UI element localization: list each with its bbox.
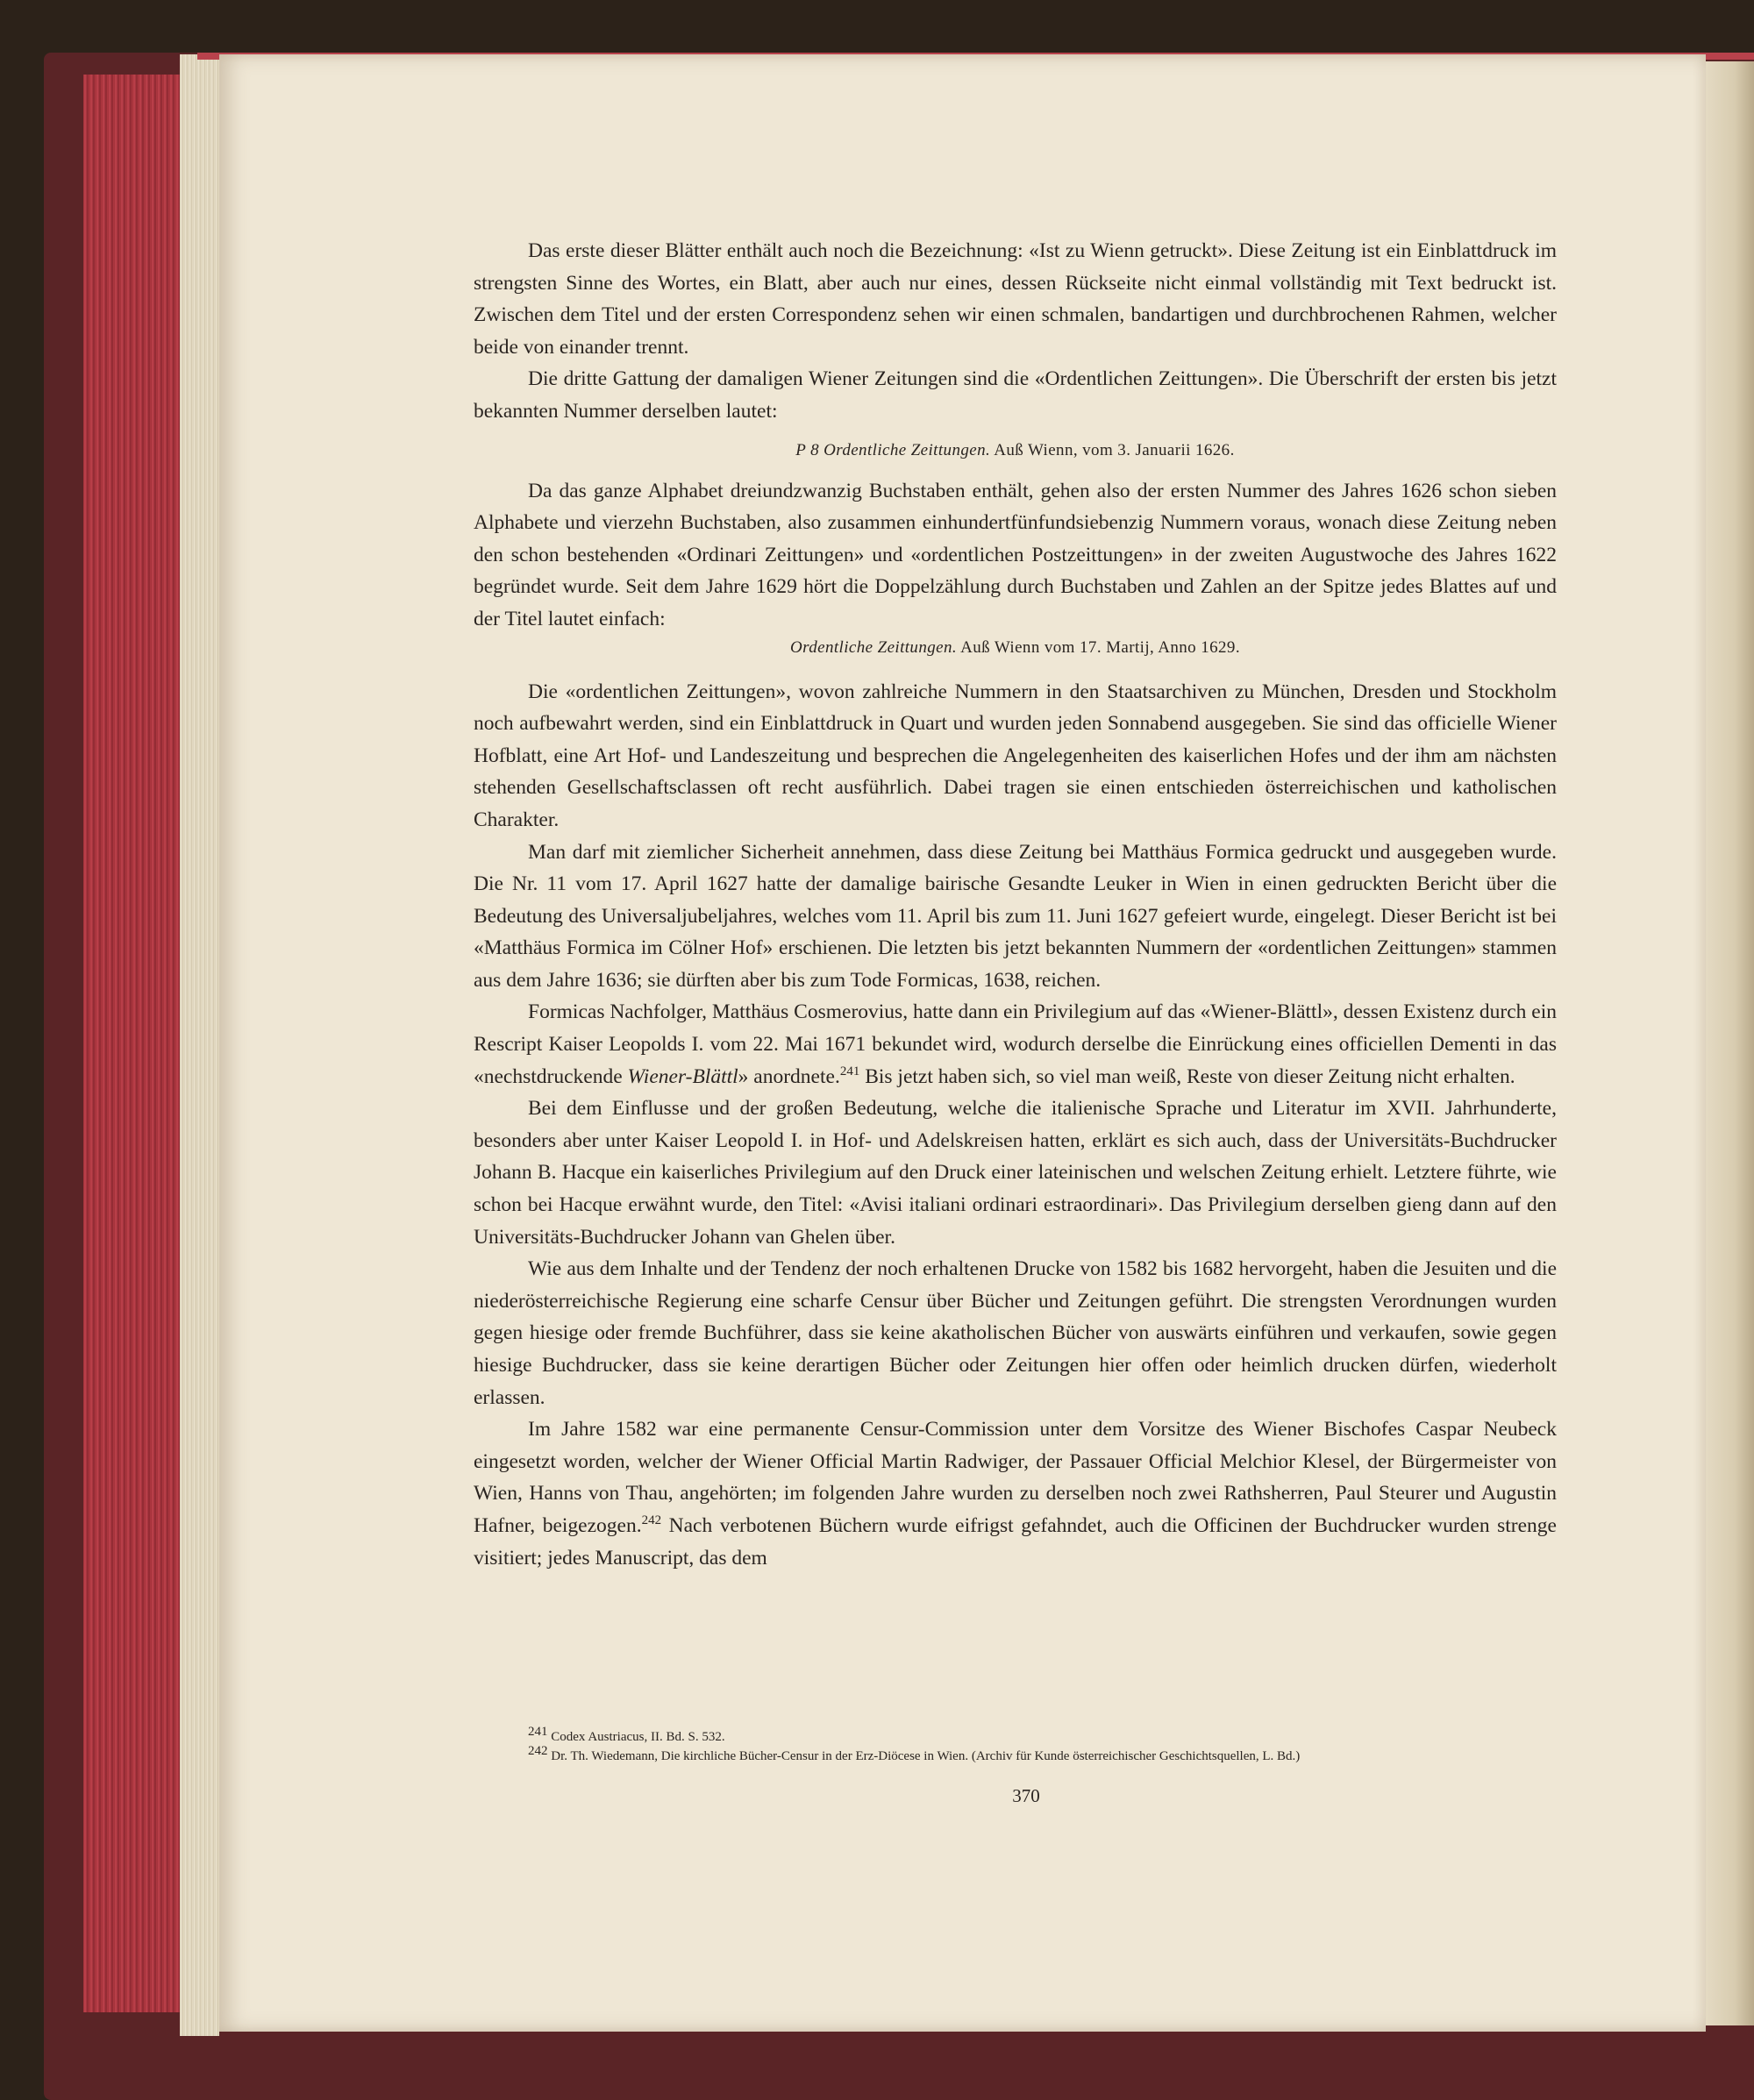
title-quote-2-italic: Ordentliche Zeittungen.	[790, 637, 958, 657]
footnote-num: 241	[528, 1725, 548, 1739]
title-quote-2	[474, 636, 1557, 660]
footnote-ref-242: 242	[641, 1513, 662, 1528]
page-right-edge	[1706, 61, 1754, 2025]
page-body	[474, 235, 1557, 1574]
paragraph-6-italic: Wiener-Blättl	[627, 1064, 738, 1088]
page-leaf-edges	[180, 54, 219, 2036]
footnote-242	[474, 1744, 1557, 1766]
paragraph-9	[474, 1413, 1557, 1574]
paragraph-6-b: » anordnete.	[738, 1064, 840, 1088]
paragraph-8: Wie aus dem Inhalte und der Tendenz der noch erhaltenen Drucke von 1582 bis 1682 hervorgeht, haben die Jesuiten und die niederösterreichische Regierung eine scharfe Censur über Bücher und Zeitungen geführt. Die strengsten Verordnungen wurden gegen hiesige oder fremde Buchführer, dass sie keine akatholischen Bücher von auswärts einführen und verkaufen, sowie gegen hiesige Buchdrucker, dass sie keine derartigen Bücher oder Zeitungen hier offen oder heimlich drucken dürfen, wiederholt erlassen.	[474, 1257, 1557, 1409]
footnotes	[474, 1727, 1557, 1766]
footnote-num: 242	[528, 1744, 548, 1758]
paragraph-4: Die «ordentlichen Zeittungen», wovon zahlreiche Nummern in den Staatsarchiven zu München, Dresden und Stockholm noch aufbewahrt werden, sind ein Einblattdruck in Quart und wurden jeden Sonnabend ausgegeben. Sie sind das officielle Wiener Hofblatt, eine Art Hof- und Landeszeitung und besprechen die Angelegenheiten des kaiserlichen Hofes und der ihm am nächsten stehenden Gesellschaftsclassen oft recht ausführlich. Dabei tragen sie einen entschieden österreichischen und katholischen Charakter.	[474, 680, 1557, 831]
paragraph-6-c: Bis jetzt haben sich, so viel man weiß, Reste von dieser Zeitung nicht erhalten.	[859, 1064, 1515, 1088]
title-quote-2-rest: Auß Wienn vom 17. Martij, Anno 1629.	[960, 637, 1240, 657]
paragraph-6	[474, 996, 1557, 1093]
footnote-text: Dr. Th. Wiedemann, Die kirchliche Bücher-Censur in der Erz-Diöcese in Wien. (Archiv für Kunde österreichischer Geschichtsquellen, L. Bd.)	[551, 1749, 1301, 1763]
paragraph-5: Man darf mit ziemlicher Sicherheit annehmen, dass diese Zeitung bei Matthäus Formica gedruckt und ausgegeben wurde. Die Nr. 11 vom 17. April 1627 hatte der damalige bairische Gesandte Leuker in Wien in einen gedruckten Bericht über die Bedeutung des Universaljubeljahres, welches vom 11. April bis zum 11. Juni 1627 gefeiert wurde, eingelegt. Dieser Bericht ist bei «Matthäus Formica im Cölner Hof» erschienen. Die letzten bis jetzt bekannten Nummern der «ordentlichen Zeittungen» stammen aus dem Jahre 1636; sie dürften aber bis zum Tode Formicas, 1638, reichen.	[474, 840, 1557, 992]
paragraph-9-b: Nach verbotenen Büchern wurde eifrigst gefahndet, auch die Officinen der Buchdrucker wurden strenge visitiert; jedes Manuscript, das dem	[474, 1513, 1557, 1570]
page-number: 370	[1012, 1785, 1040, 1806]
paragraph-1: Das erste dieser Blätter enthält auch noch die Bezeichnung: «Ist zu Wienn getruckt». Diese Zeitung ist ein Einblattdruck im strengsten Sinne des Wortes, ein Blatt, aber auch nur eines, dessen Rückseite nicht einmal vollständig mit Text bedruckt ist. Zwischen dem Titel und der ersten Correspondenz sehen wir einen schmalen, bandartigen und durchbrochenen Rahmen, welcher beide von einander trennt.	[474, 239, 1557, 359]
paragraph-7: Bei dem Einflusse und der großen Bedeutung, welche die italienische Sprache und Literatur im XVII. Jahrhunderte, besonders aber unter Kaiser Leopold I. in Hof- und Adelskreisen hatten, erklärt es sich auch, dass der Universitäts-Buchdrucker Johann B. Hacque ein kaiserliches Privilegium auf den Druck einer lateinischen und welschen Zeitung erhielt. Letztere führte, wie schon bei Hacque erwähnt wurde, den Titel: «Avisi italiani ordinari estraordinari». Das Privilegium derselben gieng dann auf den Universitäts-Buchdrucker Johann van Ghelen über.	[474, 1097, 1557, 1249]
footnote-text: Codex Austriacus, II. Bd. S. 532.	[551, 1730, 725, 1744]
paragraph-6-a: Formicas Nachfolger, Matthäus Cosmerovius, hatte dann ein Privilegium auf das «Wiener-Blättl», dessen Existenz durch ein Rescript Kaiser Leopolds I. vom 22. Mai 1671 bekundet wird, wodurch derselbe die Einrückung eines officiellen Dementi in das «nechstdruckende	[474, 1000, 1558, 1088]
paragraph-2: Die dritte Gattung der damaligen Wiener Zeitungen sind die «Ordentlichen Zeittungen». Die Überschrift der ersten bis jetzt bekannten Nummer derselben lautet:	[474, 367, 1557, 423]
footnote-ref-241: 241	[839, 1064, 860, 1078]
title-quote-1-italic: P 8 Ordentliche Zeittungen.	[795, 440, 991, 459]
title-quote-1-rest: Auß Wienn, vom 3. Januarii 1626.	[994, 440, 1235, 459]
title-quote-1	[474, 438, 1557, 463]
paragraph-9-a: Im Jahre 1582 war eine permanente Censur-Commission unter dem Vorsitze des Wiener Bischofes Caspar Neubeck eingesetzt worden, welcher der Wiener Official Martin Radwiger, der Passauer Official Melchior Klesel, der Bürgermeister von Wien, Hanns von Thau, angehörten; im folgenden Jahre wurden zu derselben noch zwei Rathsherren, Paul Steurer und Augustin Hafner, beigezogen.	[474, 1418, 1557, 1537]
footnote-241	[474, 1727, 1557, 1747]
paragraph-3: Da das ganze Alphabet dreiundzwanzig Buchstaben enthält, gehen also der ersten Nummer des Jahres 1626 schon sieben Alphabete und vierzehn Buchstaben, also zusammen einhundertfünfundsiebenzig Nummern voraus, wonach diese Zeitung neben den schon bestehenden «Ordinari Zeittungen» und «ordentlichen Postzeittungen» in der zweiten Augustwoche des Jahres 1622 begründet wurde. Seit dem Jahre 1629 hört die Doppelzählung durch Buchstaben und Zahlen an der Spitze jedes Blattes auf und der Titel lautet einfach:	[474, 479, 1557, 630]
